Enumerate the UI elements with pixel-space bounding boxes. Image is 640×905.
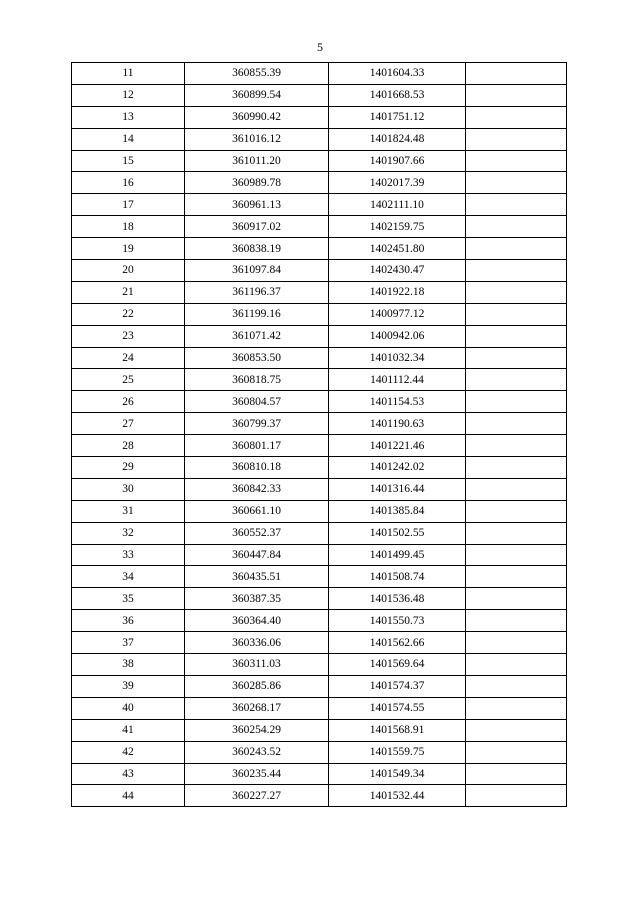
blank-cell: [466, 610, 567, 632]
y-coordinate-cell: 1402430.47: [329, 260, 466, 282]
x-coordinate-cell: 360842.33: [185, 478, 329, 500]
table-row: [72, 763, 567, 785]
blank-cell: [466, 500, 567, 522]
y-coordinate-cell: 1401568.91: [329, 719, 466, 741]
point-number-cell: 27: [72, 413, 185, 435]
table-row: [72, 522, 567, 544]
table-row: [72, 84, 567, 106]
table-row: [72, 500, 567, 522]
y-coordinate-cell: 1401536.48: [329, 588, 466, 610]
point-number-cell: 24: [72, 347, 185, 369]
table-row: [72, 610, 567, 632]
y-coordinate-cell: 1402159.75: [329, 216, 466, 238]
y-coordinate-cell: 1401316.44: [329, 478, 466, 500]
y-coordinate-cell: 1401574.55: [329, 697, 466, 719]
point-number-cell: 14: [72, 128, 185, 150]
point-number-cell: 37: [72, 632, 185, 654]
y-coordinate-cell: 1401499.45: [329, 544, 466, 566]
blank-cell: [466, 281, 567, 303]
x-coordinate-cell: 360801.17: [185, 435, 329, 457]
blank-cell: [466, 303, 567, 325]
table-row: [72, 654, 567, 676]
coordinates-table-body: [72, 63, 567, 807]
blank-cell: [466, 106, 567, 128]
table-row: [72, 391, 567, 413]
blank-cell: [466, 632, 567, 654]
point-number-cell: 15: [72, 150, 185, 172]
y-coordinate-cell: 1401668.53: [329, 84, 466, 106]
x-coordinate-cell: 360552.37: [185, 522, 329, 544]
point-number-cell: 11: [72, 63, 185, 85]
point-number-cell: 33: [72, 544, 185, 566]
table-row: [72, 216, 567, 238]
x-coordinate-cell: 361011.20: [185, 150, 329, 172]
table-row: [72, 566, 567, 588]
table-row: [72, 63, 567, 85]
y-coordinate-cell: 1400942.06: [329, 325, 466, 347]
x-coordinate-cell: 360818.75: [185, 369, 329, 391]
table-row: [72, 719, 567, 741]
point-number-cell: 39: [72, 675, 185, 697]
x-coordinate-cell: 360961.13: [185, 194, 329, 216]
point-number-cell: 19: [72, 238, 185, 260]
y-coordinate-cell: 1401907.66: [329, 150, 466, 172]
x-coordinate-cell: 360235.44: [185, 763, 329, 785]
point-number-cell: 20: [72, 260, 185, 282]
point-number-cell: 44: [72, 785, 185, 807]
table-row: [72, 544, 567, 566]
y-coordinate-cell: 1401154.53: [329, 391, 466, 413]
blank-cell: [466, 238, 567, 260]
x-coordinate-cell: 360447.84: [185, 544, 329, 566]
blank-cell: [466, 260, 567, 282]
y-coordinate-cell: 1401112.44: [329, 369, 466, 391]
blank-cell: [466, 588, 567, 610]
y-coordinate-cell: 1401532.44: [329, 785, 466, 807]
x-coordinate-cell: 360810.18: [185, 457, 329, 479]
x-coordinate-cell: 360989.78: [185, 172, 329, 194]
x-coordinate-cell: 360336.06: [185, 632, 329, 654]
blank-cell: [466, 413, 567, 435]
y-coordinate-cell: 1401559.75: [329, 741, 466, 763]
table-row: [72, 128, 567, 150]
table-row: [72, 325, 567, 347]
table-row: [72, 435, 567, 457]
point-number-cell: 25: [72, 369, 185, 391]
x-coordinate-cell: 360254.29: [185, 719, 329, 741]
y-coordinate-cell: 1401562.66: [329, 632, 466, 654]
point-number-cell: 22: [72, 303, 185, 325]
blank-cell: [466, 84, 567, 106]
table-row: [72, 281, 567, 303]
blank-cell: [466, 719, 567, 741]
point-number-cell: 23: [72, 325, 185, 347]
table-row: [72, 150, 567, 172]
table-row: [72, 238, 567, 260]
table-row: [72, 194, 567, 216]
blank-cell: [466, 172, 567, 194]
page-number: 5: [317, 40, 323, 54]
blank-cell: [466, 697, 567, 719]
blank-cell: [466, 522, 567, 544]
y-coordinate-cell: 1401190.63: [329, 413, 466, 435]
x-coordinate-cell: 361071.42: [185, 325, 329, 347]
point-number-cell: 29: [72, 457, 185, 479]
y-coordinate-cell: 1401824.48: [329, 128, 466, 150]
x-coordinate-cell: 361196.37: [185, 281, 329, 303]
point-number-cell: 34: [72, 566, 185, 588]
y-coordinate-cell: 1401032.34: [329, 347, 466, 369]
y-coordinate-cell: 1401574.37: [329, 675, 466, 697]
x-coordinate-cell: 360799.37: [185, 413, 329, 435]
table-row: [72, 478, 567, 500]
blank-cell: [466, 128, 567, 150]
x-coordinate-cell: 360243.52: [185, 741, 329, 763]
point-number-cell: 12: [72, 84, 185, 106]
x-coordinate-cell: 360855.39: [185, 63, 329, 85]
blank-cell: [466, 216, 567, 238]
blank-cell: [466, 435, 567, 457]
x-coordinate-cell: 360853.50: [185, 347, 329, 369]
table-row: [72, 347, 567, 369]
x-coordinate-cell: 360268.17: [185, 697, 329, 719]
blank-cell: [466, 741, 567, 763]
table-row: [72, 260, 567, 282]
blank-cell: [466, 63, 567, 85]
point-number-cell: 40: [72, 697, 185, 719]
point-number-cell: 32: [72, 522, 185, 544]
x-coordinate-cell: 360917.02: [185, 216, 329, 238]
point-number-cell: 28: [72, 435, 185, 457]
point-number-cell: 30: [72, 478, 185, 500]
table-row: [72, 303, 567, 325]
table-row: [72, 172, 567, 194]
blank-cell: [466, 194, 567, 216]
y-coordinate-cell: 1401569.64: [329, 654, 466, 676]
y-coordinate-cell: 1401550.73: [329, 610, 466, 632]
blank-cell: [466, 785, 567, 807]
y-coordinate-cell: 1401604.33: [329, 63, 466, 85]
y-coordinate-cell: 1401221.46: [329, 435, 466, 457]
point-number-cell: 13: [72, 106, 185, 128]
x-coordinate-cell: 360804.57: [185, 391, 329, 413]
blank-cell: [466, 566, 567, 588]
x-coordinate-cell: 360990.42: [185, 106, 329, 128]
blank-cell: [466, 391, 567, 413]
point-number-cell: 36: [72, 610, 185, 632]
table-row: [72, 632, 567, 654]
y-coordinate-cell: 1401385.84: [329, 500, 466, 522]
blank-cell: [466, 150, 567, 172]
y-coordinate-cell: 1400977.12: [329, 303, 466, 325]
blank-cell: [466, 675, 567, 697]
point-number-cell: 38: [72, 654, 185, 676]
point-number-cell: 26: [72, 391, 185, 413]
y-coordinate-cell: 1401508.74: [329, 566, 466, 588]
x-coordinate-cell: 360311.03: [185, 654, 329, 676]
x-coordinate-cell: 360387.35: [185, 588, 329, 610]
y-coordinate-cell: 1401751.12: [329, 106, 466, 128]
x-coordinate-cell: 361097.84: [185, 260, 329, 282]
x-coordinate-cell: 360435.51: [185, 566, 329, 588]
blank-cell: [466, 325, 567, 347]
x-coordinate-cell: 360661.10: [185, 500, 329, 522]
x-coordinate-cell: 361016.12: [185, 128, 329, 150]
x-coordinate-cell: 360227.27: [185, 785, 329, 807]
y-coordinate-cell: 1401502.55: [329, 522, 466, 544]
point-number-cell: 21: [72, 281, 185, 303]
table-row: [72, 369, 567, 391]
table-row: [72, 413, 567, 435]
table-row: [72, 588, 567, 610]
table-row: [72, 457, 567, 479]
blank-cell: [466, 763, 567, 785]
blank-cell: [466, 478, 567, 500]
x-coordinate-cell: 360899.54: [185, 84, 329, 106]
table-row: [72, 106, 567, 128]
y-coordinate-cell: 1401922.18: [329, 281, 466, 303]
table-row: [72, 675, 567, 697]
point-number-cell: 43: [72, 763, 185, 785]
blank-cell: [466, 347, 567, 369]
point-number-cell: 17: [72, 194, 185, 216]
point-number-cell: 42: [72, 741, 185, 763]
y-coordinate-cell: 1401242.02: [329, 457, 466, 479]
coordinates-table: [71, 62, 567, 807]
blank-cell: [466, 654, 567, 676]
x-coordinate-cell: 361199.16: [185, 303, 329, 325]
x-coordinate-cell: 360364.40: [185, 610, 329, 632]
blank-cell: [466, 544, 567, 566]
blank-cell: [466, 457, 567, 479]
point-number-cell: 41: [72, 719, 185, 741]
x-coordinate-cell: 360838.19: [185, 238, 329, 260]
table-row: [72, 697, 567, 719]
x-coordinate-cell: 360285.86: [185, 675, 329, 697]
table-row: [72, 785, 567, 807]
point-number-cell: 16: [72, 172, 185, 194]
table-row: [72, 741, 567, 763]
point-number-cell: 31: [72, 500, 185, 522]
y-coordinate-cell: 1402017.39: [329, 172, 466, 194]
point-number-cell: 35: [72, 588, 185, 610]
blank-cell: [466, 369, 567, 391]
y-coordinate-cell: 1401549.34: [329, 763, 466, 785]
point-number-cell: 18: [72, 216, 185, 238]
y-coordinate-cell: 1402451.80: [329, 238, 466, 260]
y-coordinate-cell: 1402111.10: [329, 194, 466, 216]
